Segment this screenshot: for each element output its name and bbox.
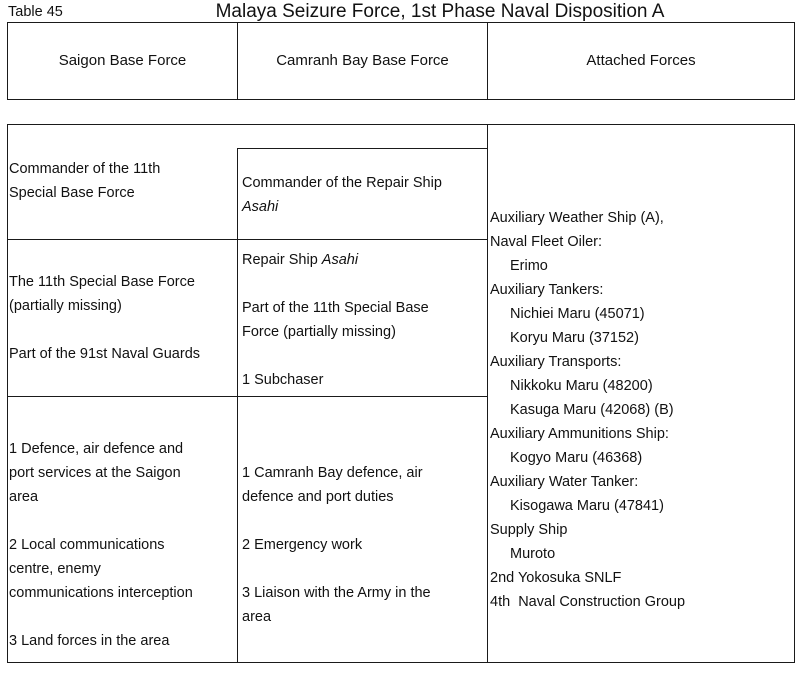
camranh-units: Repair Ship Asahi Part of the 11th Special Base Force (partially missing) 1 Subchaser [242,252,429,388]
camranh-commander: Commander of the Repair Ship Asahi [242,175,442,215]
list-item: Supply Ship [490,522,568,538]
list-item: Kisogawa Maru (47841) [510,498,664,514]
saigon-commander: Commander of the 11th Special Base Force [9,161,161,201]
list-item: 4th Naval Construction Group [490,594,686,610]
list-item: Nikkoku Maru (48200) [510,378,653,394]
list-item: Auxiliary Weather Ship (A), [490,210,664,226]
list-item: Auxiliary Water Tanker: [490,474,639,490]
saigon-duties: 1 Defence, air defence and port services at the Saigon area 2 Local communications centre, enemy communications interception 3 Land forces in the area [9,441,193,649]
list-item: Auxiliary Transports: [490,354,622,370]
camranh-duties: 1 Camranh Bay defence, air defence and port duties 2 Emergency work 3 Liaison with the Army in the area [242,465,431,625]
list-item: Auxiliary Tankers: [490,282,604,298]
list-item: Erimo [510,258,548,274]
saigon-units: The 11th Special Base Force (partially missing) Part of the 91st Naval Guards [9,274,201,362]
table-number: Table 45 [8,4,63,20]
header-saigon: Saigon Base Force [58,52,187,69]
list-item: Koryu Maru (37152) [510,330,639,346]
attached-forces-list [490,206,685,614]
list-item: Naval Fleet Oiler: [490,234,603,250]
list-item: Kasuga Maru (42068) (B) [510,402,674,418]
list-item: Kogyo Maru (46368) [510,450,643,466]
header-camranh: Camranh Bay Base Force [276,52,449,69]
table-title: Malaya Seizure Force, 1st Phase Naval Disposition A [215,1,665,22]
list-item: Nichiei Maru (45071) [510,306,645,322]
list-item: 2nd Yokosuka SNLF [490,570,622,586]
list-item: Muroto [510,546,556,562]
list-item: Auxiliary Ammunitions Ship: [490,426,669,442]
header-attached: Attached Forces [586,52,696,69]
